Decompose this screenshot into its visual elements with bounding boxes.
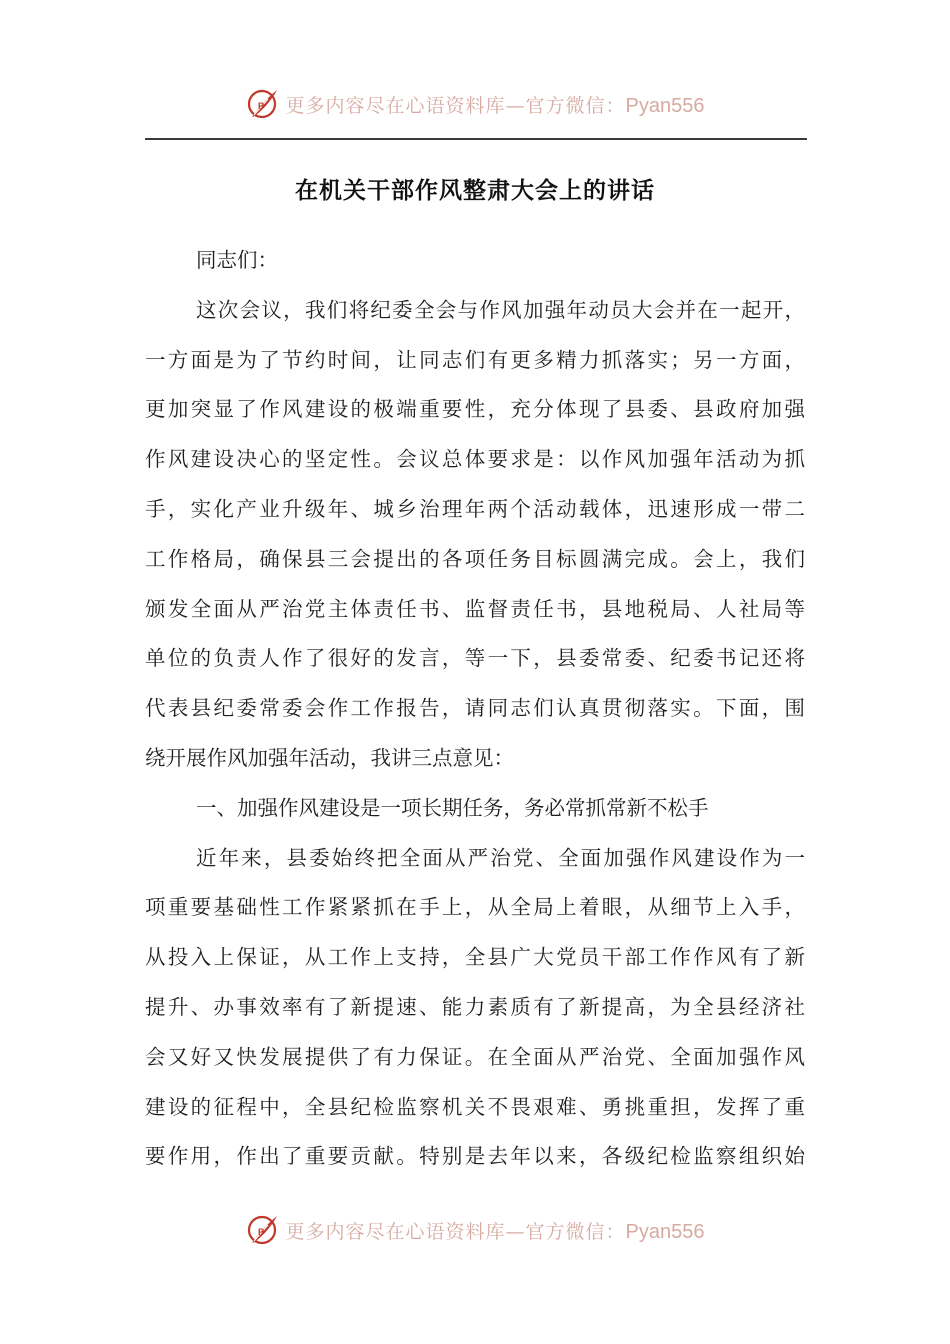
text-line: 建设的征程中，全县纪检监察机关不畏艰难、勇挑重担，发挥了重	[145, 1094, 805, 1119]
footer-wechat-id: Pyan556	[625, 1220, 705, 1243]
quill-pen-logo-icon	[246, 1213, 280, 1247]
text-line: 这次会议，我们将纪委全会与作风加强年动员大会并在一起开，	[196, 297, 805, 322]
header-wechat-id: Pyan556	[625, 94, 705, 117]
text-line: 作风建设决心的坚定性。会议总体要求是：以作风加强年活动为抓	[145, 447, 805, 472]
text-line: 代表县纪委常委会作工作报告，请同志们认真贯彻落实。下面，围	[145, 696, 805, 721]
salutation: 同志们：	[196, 248, 278, 272]
text-line: 近年来，县委始终把全面从严治党、全面加强作风建设作为一	[196, 845, 805, 870]
header-banner-text: 更多内容尽在心语资料库—官方微信：Pyan556	[285, 94, 705, 117]
text-line: 从投入上保证，从工作上支持，全县广大党员干部工作作风有了新	[145, 945, 805, 970]
text-line: 项重要基础性工作紧紧抓在手上，从全局上着眼，从细节上入手，	[145, 895, 805, 920]
header-watermark-banner	[0, 84, 950, 124]
text-line: 工作格局，确保县三会提出的各项任务目标圆满完成。会上，我们	[145, 546, 805, 571]
text-line: 更加突显了作风建设的极端重要性，充分体现了县委、县政府加强	[145, 397, 805, 422]
text-line: 颁发全面从严治党主体责任书、监督责任书，县地税局、人社局等	[145, 596, 805, 621]
text-line: 绕开展作风加强年活动，我讲三点意见：	[145, 745, 514, 770]
text-line: 提升、办事效率有了新提速、能力素质有了新提高，为全县经济社	[145, 994, 805, 1019]
text-line: 单位的负责人作了很好的发言，等一下，县委常委、纪委书记还将	[145, 646, 805, 671]
text-line: 会又好又快发展提供了有力保证。在全面从严治党、全面加强作风	[145, 1044, 805, 1069]
text-line: 手，实化产业升级年、城乡治理年两个活动载体，迅速形成一带二	[145, 496, 805, 521]
document-body	[145, 236, 805, 1182]
header-divider	[145, 138, 807, 140]
svg-text:P: P	[257, 101, 264, 111]
footer-banner-text: 更多内容尽在心语资料库—官方微信：Pyan556	[285, 1220, 705, 1243]
section-heading: 一、加强作风建设是一项长期任务，务必常抓常新不松手	[196, 795, 709, 820]
svg-text:P: P	[257, 1227, 264, 1237]
footer-watermark-banner	[0, 1210, 950, 1250]
text-line: 要作用，作出了重要贡献。特别是去年以来，各级纪检监察组织始	[145, 1144, 805, 1169]
quill-pen-logo-icon	[246, 87, 280, 121]
text-line: 一方面是为了节约时间，让同志们有更多精力抓落实；另一方面，	[145, 347, 805, 372]
document-title: 在机关干部作风整肃大会上的讲话	[295, 178, 655, 204]
